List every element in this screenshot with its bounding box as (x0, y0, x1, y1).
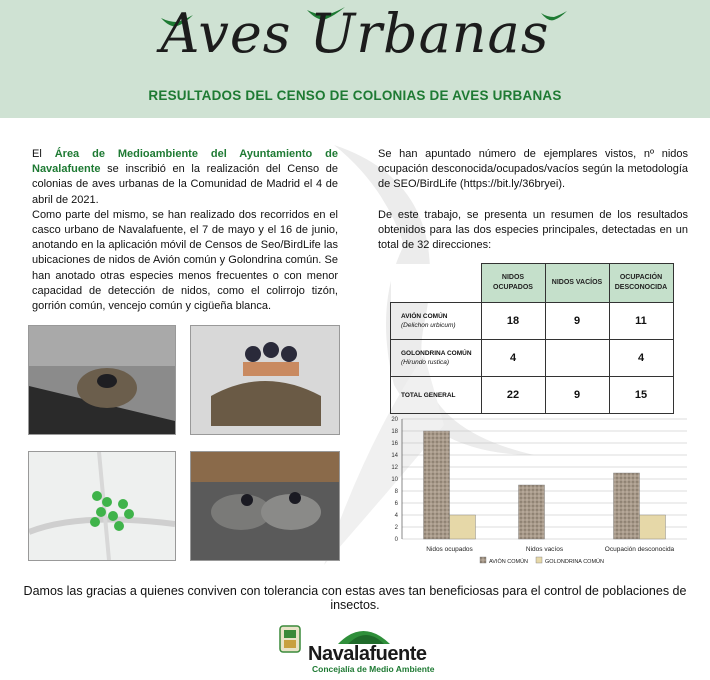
table-corner-cell (391, 264, 482, 303)
total-label: TOTAL GENERAL (401, 391, 456, 399)
y-tick-label: 20 (391, 417, 398, 423)
table-cell: 4 (609, 340, 673, 377)
intro-prefix: El (32, 148, 42, 160)
y-tick-label: 18 (391, 429, 398, 435)
navalafuente-logo (278, 616, 438, 675)
y-tick-label: 10 (391, 477, 398, 483)
table-cell: 9 (545, 377, 609, 414)
table-cell: 4 (481, 340, 545, 377)
table-cell: 22 (481, 377, 545, 414)
bar-avion (519, 485, 545, 539)
photo-map-locations (28, 451, 176, 561)
bar-avion (614, 473, 640, 539)
content-panel (4, 125, 706, 575)
legend-swatch (536, 557, 542, 563)
species-name: AVIÓN COMÚN (401, 313, 448, 320)
bar-golondrina (450, 515, 476, 539)
table-cell: 11 (609, 303, 673, 340)
intro-text (32, 147, 338, 314)
species-name: GOLONDRINA COMÚN (401, 350, 472, 357)
table-row-label (391, 377, 482, 414)
table-row (391, 377, 674, 414)
logo-name: Navalafuente (308, 643, 427, 665)
x-category-label: Ocupación desconocida (604, 546, 675, 553)
table-cell: 9 (545, 303, 609, 340)
summary-intro-text: De este trabajo, se presenta un resumen de los resultados obtenidos para las dos especies principales, detectadas en un total de 32 direcciones: (378, 208, 688, 252)
page-title: Aves Urbanas (160, 2, 550, 65)
y-tick-label: 14 (391, 453, 398, 459)
table-header-cell: NIDOS OCUPADOS (481, 264, 545, 303)
y-tick-label: 0 (394, 537, 398, 543)
table-row (391, 340, 674, 377)
species-latin: (Hirundo rustica) (401, 359, 450, 366)
species-latin: (Delichon urbicum) (401, 322, 456, 329)
results-text (378, 147, 688, 253)
y-tick-label: 4 (394, 513, 398, 519)
nests-bar-chart (372, 413, 692, 571)
table-cell: 15 (609, 377, 673, 414)
legend-label: AVIÓN COMÚN (489, 559, 529, 565)
y-tick-label: 6 (394, 501, 398, 507)
intro-highlight: Área de Medioambiente del Ayuntamiento de Navalafuente (32, 148, 338, 176)
table-header-row (391, 264, 674, 303)
logo-tagline: Concejalía de Medio Ambiente (312, 664, 435, 674)
table-row (391, 303, 674, 340)
methodology-text: Se han apuntado número de ejemplares vistos, nº nidos ocupación desconocida/ocupados/vacíos según la metodología de SEO/BirdLife (https://bit.ly/36bryei). (378, 148, 688, 191)
bar-golondrina (640, 515, 666, 539)
page-subtitle: RESULTADOS DEL CENSO DE COLONIAS DE AVES URBANAS (148, 88, 562, 103)
y-tick-label: 2 (394, 525, 398, 531)
y-tick-label: 16 (391, 441, 398, 447)
photo-nest-avion (28, 325, 176, 435)
table-row-label (391, 303, 482, 340)
thanks-message: Damos las gracias a quienes conviven con tolerancia con estas aves tan beneficiosas para el control de poblaciones de insectos. (23, 584, 687, 612)
x-category-label: Nidos vacíos (525, 546, 564, 553)
table-cell (545, 340, 609, 377)
photo-nest-golondrina (190, 325, 340, 435)
legend-label: GOLONDRINA COMÚN (545, 559, 604, 565)
method-text: Como parte del mismo, se han realizado dos recorridos en el casco urbano de Navalafuente, el 7 de mayo y el 16 de junio, anotando en la aplicación móvil de Censos de Seo/BirdLife las ubicaciones de nidos de Avión común y Golondrina común. Se han anotado otras especies menos frecuentes o con menor capacidad de detección de nidos, como el colirrojo tizón, gorrión común, vencejo común y cigüeña blanca. (32, 208, 338, 313)
photo-nests-eaves (190, 451, 340, 561)
intro-rest: se inscribió en la realización del Censo de colonias de aves urbanas de la Comunidad de Madrid el 4 de abril de 2021. (32, 163, 338, 206)
table-row-label (391, 340, 482, 377)
header-banner (0, 0, 710, 118)
x-category-label: Nidos ocupados (426, 546, 473, 553)
legend-swatch (480, 557, 486, 563)
y-tick-label: 12 (391, 465, 398, 471)
table-cell: 18 (481, 303, 545, 340)
table-header-cell: NIDOS VACÍOS (545, 264, 609, 303)
y-tick-label: 8 (394, 489, 398, 495)
bar-avion (424, 431, 450, 539)
table-header-cell: OCUPACIÓN DESCONOCIDA (609, 264, 673, 303)
census-table (390, 263, 674, 414)
